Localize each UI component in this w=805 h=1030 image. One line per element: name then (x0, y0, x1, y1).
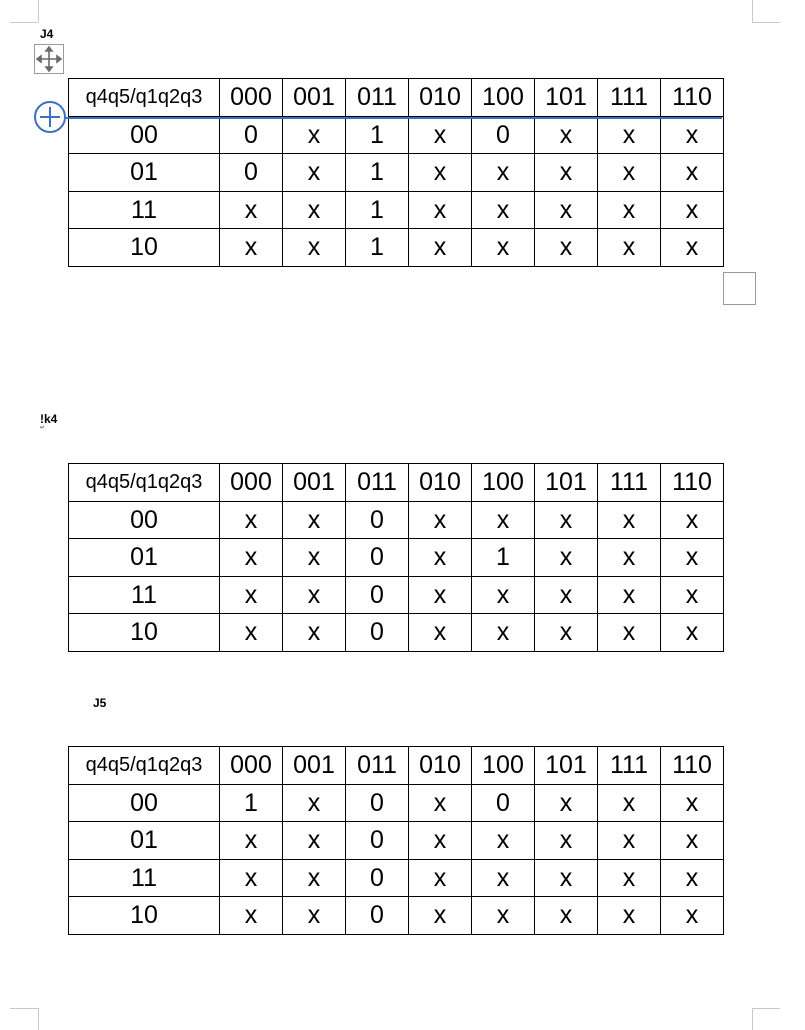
table-cell[interactable]: x (409, 614, 472, 652)
table-cell[interactable]: 0 (472, 116, 535, 154)
crop-mark-top-right-h (752, 22, 780, 23)
table-cell[interactable]: x (598, 614, 661, 652)
table-row (69, 576, 724, 614)
row-header-cell[interactable]: 11 (69, 191, 220, 229)
table-row (69, 154, 724, 192)
table-cell[interactable]: x (220, 822, 283, 860)
table-cell[interactable]: x (472, 191, 535, 229)
table-cell[interactable]: 0 (220, 154, 283, 192)
row-header-cell[interactable]: 00 (69, 116, 220, 154)
row-header-cell[interactable]: 00 (69, 784, 220, 822)
column-header-cell[interactable]: 111 (598, 79, 661, 117)
table-cell[interactable]: x (661, 784, 724, 822)
table-cell[interactable]: x (535, 614, 598, 652)
table-cell[interactable]: x (535, 859, 598, 897)
crop-mark-bottom-left-v (38, 1008, 39, 1030)
table-cell[interactable]: x (220, 229, 283, 267)
table-cell[interactable]: x (409, 822, 472, 860)
table-cell[interactable]: x (472, 229, 535, 267)
table-cell[interactable]: x (220, 191, 283, 229)
column-header-cell[interactable]: 110 (661, 747, 724, 785)
table-cell[interactable]: x (409, 576, 472, 614)
crop-mark-bottom-right-v (752, 1008, 753, 1030)
table-cell[interactable]: 1 (346, 116, 409, 154)
column-header-cell[interactable]: 100 (472, 79, 535, 117)
table-cell[interactable]: x (283, 501, 346, 539)
table-cell[interactable]: x (283, 576, 346, 614)
table-cell[interactable]: x (661, 154, 724, 192)
row-header-cell[interactable]: 01 (69, 822, 220, 860)
crop-mark-bottom-right-h (752, 1008, 780, 1009)
column-header-cell[interactable]: 001 (283, 464, 346, 502)
column-header-cell[interactable]: 000 (220, 747, 283, 785)
plus-circle-icon[interactable] (34, 101, 66, 133)
table-row (69, 116, 724, 154)
table-cell[interactable]: x (409, 539, 472, 577)
table-cell[interactable]: x (220, 501, 283, 539)
column-header-cell[interactable]: 111 (598, 464, 661, 502)
table-cell[interactable]: 0 (472, 784, 535, 822)
table-cell[interactable]: x (661, 116, 724, 154)
table-cell[interactable]: x (283, 784, 346, 822)
table-move-icon[interactable] (34, 44, 64, 74)
table-resize-handle[interactable] (723, 272, 756, 305)
table-cell[interactable]: x (283, 614, 346, 652)
table-cell[interactable]: x (535, 822, 598, 860)
crop-mark-bottom-left-h (10, 1008, 38, 1009)
row-header-cell[interactable]: 00 (69, 501, 220, 539)
table-cell[interactable]: x (220, 897, 283, 935)
column-header-cell[interactable]: 001 (283, 79, 346, 117)
column-header-cell[interactable]: 110 (661, 79, 724, 117)
corner-header-cell[interactable]: q4q5/q1q2q3 (69, 79, 220, 117)
table-cell[interactable]: 0 (220, 116, 283, 154)
row-header-cell[interactable]: 11 (69, 859, 220, 897)
table-cell[interactable]: x (472, 897, 535, 935)
karnaugh-table-j5 (68, 746, 724, 935)
table-row (69, 501, 724, 539)
table-cell[interactable]: x (220, 539, 283, 577)
column-header-cell[interactable]: 010 (409, 79, 472, 117)
table-cell[interactable]: x (661, 191, 724, 229)
table-cell[interactable]: x (535, 784, 598, 822)
table-cell[interactable]: x (535, 154, 598, 192)
table-cell[interactable]: x (409, 897, 472, 935)
table-cell[interactable]: x (661, 576, 724, 614)
table-cell[interactable]: 0 (346, 539, 409, 577)
table-cell[interactable]: x (598, 154, 661, 192)
table-row (69, 229, 724, 267)
table-cell[interactable]: x (535, 501, 598, 539)
table-cell[interactable]: x (472, 576, 535, 614)
corner-header-cell[interactable]: q4q5/q1q2q3 (69, 747, 220, 785)
table-cell[interactable]: 0 (346, 897, 409, 935)
column-header-cell[interactable]: 100 (472, 464, 535, 502)
table-cell[interactable]: x (598, 539, 661, 577)
column-header-cell[interactable]: 001 (283, 747, 346, 785)
table-cell[interactable]: x (535, 229, 598, 267)
table-cell[interactable]: x (283, 859, 346, 897)
table-cell[interactable]: x (661, 501, 724, 539)
crop-mark-top-right-v (752, 0, 753, 22)
row-header-cell[interactable]: 10 (69, 614, 220, 652)
column-header-cell[interactable]: 000 (220, 464, 283, 502)
table-cell[interactable]: x (283, 116, 346, 154)
table-cell[interactable]: x (283, 539, 346, 577)
crop-mark-top-left-h (10, 22, 38, 23)
column-header-cell[interactable]: 011 (346, 747, 409, 785)
table-cell[interactable]: x (409, 859, 472, 897)
table-cell[interactable]: 1 (220, 784, 283, 822)
table-cell[interactable]: x (472, 822, 535, 860)
column-header-cell[interactable]: 111 (598, 747, 661, 785)
header-row (69, 464, 724, 502)
table-cell[interactable]: x (598, 191, 661, 229)
karnaugh-table-j4 (68, 78, 724, 267)
section-label-k4-text: k4 (44, 412, 58, 426)
table-cell[interactable]: x (598, 576, 661, 614)
header-row (69, 79, 724, 117)
table-row (69, 859, 724, 897)
table-cell[interactable]: x (409, 229, 472, 267)
table-cell[interactable]: 1 (346, 154, 409, 192)
table-cell[interactable]: x (535, 576, 598, 614)
row-header-cell[interactable]: 10 (69, 897, 220, 935)
insert-row-line (66, 117, 722, 119)
table-row (69, 539, 724, 577)
table-cell[interactable]: x (661, 897, 724, 935)
table-cell[interactable]: x (535, 539, 598, 577)
column-header-cell[interactable]: 011 (346, 79, 409, 117)
table-cell[interactable]: x (661, 859, 724, 897)
table-cell[interactable]: x (409, 154, 472, 192)
table-row (69, 784, 724, 822)
table-cell[interactable]: 0 (346, 576, 409, 614)
corner-header-cell[interactable]: q4q5/q1q2q3 (69, 464, 220, 502)
table-cell[interactable]: 0 (346, 859, 409, 897)
section-label-j4: J4 (40, 27, 54, 41)
column-header-cell[interactable]: 101 (535, 747, 598, 785)
table-cell[interactable]: x (598, 897, 661, 935)
section-label-j5: J5 (93, 696, 107, 710)
table-cell[interactable]: x (283, 897, 346, 935)
table-cell[interactable]: x (661, 822, 724, 860)
table-cell[interactable]: x (598, 501, 661, 539)
table-cell[interactable]: x (472, 501, 535, 539)
column-header-cell[interactable]: 101 (535, 79, 598, 117)
table-cell[interactable]: x (598, 859, 661, 897)
table-cell[interactable]: 0 (346, 822, 409, 860)
table-cell[interactable]: x (409, 501, 472, 539)
table-cell[interactable]: x (472, 154, 535, 192)
move-arrows-icon (35, 45, 63, 73)
table-cell[interactable]: x (535, 116, 598, 154)
section-label-k4-mark: ! (40, 412, 44, 426)
karnaugh-table-k4 (68, 463, 724, 652)
row-header-cell[interactable]: 01 (69, 154, 220, 192)
table-cell[interactable]: x (598, 822, 661, 860)
table-cell[interactable]: x (283, 154, 346, 192)
table-cell[interactable]: x (535, 897, 598, 935)
table-cell[interactable]: x (409, 116, 472, 154)
section-label-k4 (40, 412, 57, 426)
table-cell[interactable]: x (472, 859, 535, 897)
crop-mark-top-left-v (38, 0, 39, 22)
column-header-cell[interactable]: 000 (220, 79, 283, 117)
table-cell[interactable]: 0 (346, 614, 409, 652)
table-cell[interactable]: 1 (346, 191, 409, 229)
header-row (69, 747, 724, 785)
table-cell[interactable]: 0 (346, 501, 409, 539)
table-cell[interactable]: x (283, 822, 346, 860)
row-header-cell[interactable]: 11 (69, 576, 220, 614)
column-header-cell[interactable]: 100 (472, 747, 535, 785)
table-cell[interactable]: x (220, 614, 283, 652)
column-header-cell[interactable]: 011 (346, 464, 409, 502)
table-cell[interactable]: x (598, 116, 661, 154)
column-header-cell[interactable]: 010 (409, 747, 472, 785)
table-row (69, 897, 724, 935)
table-cell[interactable]: 1 (472, 539, 535, 577)
table-cell[interactable]: x (661, 614, 724, 652)
table-cell[interactable]: x (220, 859, 283, 897)
table-cell[interactable]: x (598, 229, 661, 267)
column-header-cell[interactable]: 010 (409, 464, 472, 502)
plus-icon (36, 103, 64, 131)
column-header-cell[interactable]: 110 (661, 464, 724, 502)
table-cell[interactable]: x (283, 191, 346, 229)
table-row (69, 191, 724, 229)
row-header-cell[interactable]: 01 (69, 539, 220, 577)
column-header-cell[interactable]: 101 (535, 464, 598, 502)
table-cell[interactable]: 0 (346, 784, 409, 822)
table-cell[interactable]: x (661, 229, 724, 267)
table-cell[interactable]: 1 (346, 229, 409, 267)
table-cell[interactable]: x (283, 229, 346, 267)
row-header-cell[interactable]: 10 (69, 229, 220, 267)
table-cell[interactable]: x (535, 191, 598, 229)
table-cell[interactable]: x (409, 191, 472, 229)
table-cell[interactable]: x (220, 576, 283, 614)
table-cell[interactable]: x (661, 539, 724, 577)
table-row (69, 822, 724, 860)
table-cell[interactable]: x (598, 784, 661, 822)
table-cell[interactable]: x (409, 784, 472, 822)
table-row (69, 614, 724, 652)
table-cell[interactable]: x (472, 614, 535, 652)
